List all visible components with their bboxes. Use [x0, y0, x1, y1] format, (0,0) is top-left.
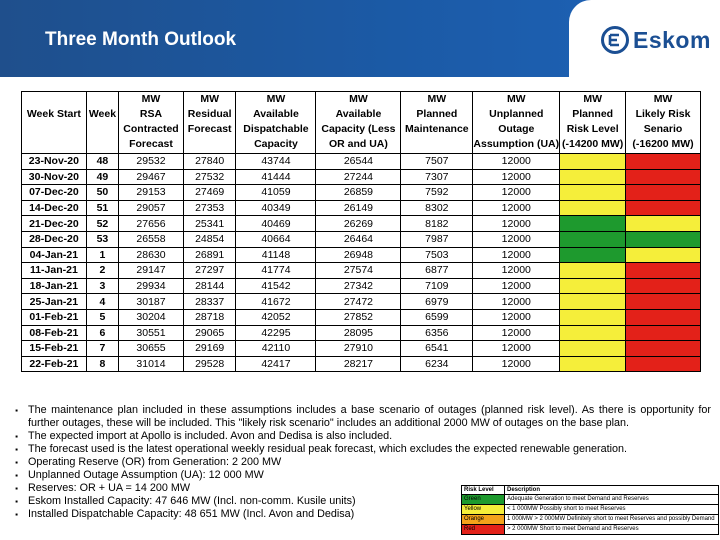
cell-unplanned: 12000	[473, 278, 560, 294]
cell-available-less: 27852	[316, 309, 401, 325]
cell-planned: 7592	[401, 185, 473, 201]
cell-residual: 27297	[183, 263, 236, 279]
cell-available-less: 27342	[316, 278, 401, 294]
column-unit: MW	[506, 93, 526, 105]
cell-planned-risk	[560, 356, 626, 372]
cell-dispatchable: 42110	[236, 341, 316, 357]
table-row	[22, 216, 701, 232]
legend-row	[462, 495, 719, 505]
cell-planned: 6599	[401, 309, 473, 325]
cell-planned: 6234	[401, 356, 473, 372]
column-unit: MW	[200, 93, 220, 105]
cell-residual: 25341	[183, 216, 236, 232]
cell-week: 6	[86, 325, 118, 341]
cell-unplanned: 12000	[473, 341, 560, 357]
cell-available-less: 26464	[316, 231, 401, 247]
cell-dispatchable: 42295	[236, 325, 316, 341]
column-label: Residual Forecast	[187, 108, 232, 135]
cell-likely-risk	[626, 185, 701, 201]
column-label: Unplanned Outage Assumption (UA)	[473, 108, 560, 150]
cell-week-start: 21-Dec-20	[22, 216, 87, 232]
legend-level: Orange	[462, 515, 505, 525]
note-text: The expected import at Apollo is included. Avon and Dedisa is also included.	[28, 430, 393, 442]
column-header	[119, 92, 184, 154]
note-text: Installed Dispatchable Capacity: 48 651 MW (Incl. Avon and Dedisa)	[28, 508, 355, 520]
cell-week-start: 28-Dec-20	[22, 231, 87, 247]
cell-likely-risk	[626, 309, 701, 325]
column-header	[22, 92, 87, 154]
column-unit: MW	[583, 93, 602, 105]
legend-header-level: Risk Level	[462, 486, 505, 495]
bullet-icon: ▪	[15, 471, 18, 480]
cell-rsa: 29934	[119, 278, 184, 294]
cell-unplanned: 12000	[473, 169, 560, 185]
note-item	[5, 443, 711, 456]
cell-unplanned: 12000	[473, 294, 560, 310]
table-body	[22, 154, 701, 372]
cell-rsa: 28630	[119, 247, 184, 263]
table-row	[22, 231, 701, 247]
column-label: Week Start	[26, 108, 81, 120]
legend-level: Yellow	[462, 505, 505, 515]
column-unit: MW	[141, 93, 161, 105]
risk-legend	[461, 485, 718, 535]
cell-residual: 29528	[183, 356, 236, 372]
cell-planned: 7987	[401, 231, 473, 247]
column-label: Week	[88, 108, 117, 120]
eskom-mark-icon	[601, 26, 629, 54]
cell-planned-risk	[560, 154, 626, 170]
cell-week-start: 14-Dec-20	[22, 200, 87, 216]
legend-description: 1 000MW > 2 000MW Definitely short to meet Reserves and possibly Demand	[505, 515, 719, 525]
legend-row	[462, 515, 719, 525]
cell-residual: 27840	[183, 154, 236, 170]
cell-week-start: 04-Jan-21	[22, 247, 87, 263]
cell-week: 8	[86, 356, 118, 372]
table-row	[22, 154, 701, 170]
cell-planned: 6541	[401, 341, 473, 357]
cell-unplanned: 12000	[473, 154, 560, 170]
cell-rsa: 30655	[119, 341, 184, 357]
cell-week-start: 23-Nov-20	[22, 154, 87, 170]
table-row	[22, 278, 701, 294]
legend-row	[462, 505, 719, 515]
cell-dispatchable: 40664	[236, 231, 316, 247]
bullet-icon: ▪	[15, 484, 18, 493]
cell-available-less: 26149	[316, 200, 401, 216]
column-header	[316, 92, 401, 154]
cell-planned: 6356	[401, 325, 473, 341]
cell-residual: 29065	[183, 325, 236, 341]
table-row	[22, 309, 701, 325]
logo-text: Eskom	[633, 27, 711, 53]
risk-legend-table	[461, 485, 719, 535]
cell-planned-risk	[560, 216, 626, 232]
cell-week: 5	[86, 309, 118, 325]
cell-available-less: 26544	[316, 154, 401, 170]
cell-unplanned: 12000	[473, 185, 560, 201]
note-text: Eskom Installed Capacity: 47 646 MW (Incl. non-comm. Kusile units)	[28, 495, 356, 507]
cell-week: 52	[86, 216, 118, 232]
cell-unplanned: 12000	[473, 356, 560, 372]
cell-week-start: 25-Jan-21	[22, 294, 87, 310]
column-header	[560, 92, 626, 154]
slide-title: Three Month Outlook	[45, 29, 237, 50]
legend-row	[462, 525, 719, 535]
cell-planned: 7307	[401, 169, 473, 185]
cell-unplanned: 12000	[473, 247, 560, 263]
cell-week: 3	[86, 278, 118, 294]
cell-rsa: 30204	[119, 309, 184, 325]
cell-available-less: 27910	[316, 341, 401, 357]
cell-unplanned: 12000	[473, 263, 560, 279]
bullet-icon: ▪	[15, 458, 18, 467]
legend-description: > 2 000MW Short to meet Demand and Reserves	[505, 525, 719, 535]
cell-week: 1	[86, 247, 118, 263]
cell-dispatchable: 40469	[236, 216, 316, 232]
cell-residual: 28337	[183, 294, 236, 310]
bullet-icon: ▪	[15, 432, 18, 441]
cell-dispatchable: 41444	[236, 169, 316, 185]
cell-rsa: 29057	[119, 200, 184, 216]
cell-rsa: 30187	[119, 294, 184, 310]
table-row	[22, 169, 701, 185]
cell-week-start: 08-Feb-21	[22, 325, 87, 341]
cell-dispatchable: 43744	[236, 154, 316, 170]
table-row	[22, 263, 701, 279]
cell-residual: 27469	[183, 185, 236, 201]
cell-planned-risk	[560, 200, 626, 216]
bullet-icon: ▪	[15, 497, 18, 506]
legend-description: < 1 000MW Possibly short to meet Reserves	[505, 505, 719, 515]
note-text: The forecast used is the latest operational weekly residual peak forecast, which excludes the expected renewable generation.	[28, 443, 627, 455]
cell-likely-risk	[626, 341, 701, 357]
cell-planned-risk	[560, 294, 626, 310]
cell-dispatchable: 40349	[236, 200, 316, 216]
cell-planned-risk	[560, 263, 626, 279]
legend-header-row	[462, 486, 719, 495]
cell-available-less: 28217	[316, 356, 401, 372]
cell-planned-risk	[560, 309, 626, 325]
table-row	[22, 294, 701, 310]
cell-available-less: 26948	[316, 247, 401, 263]
cell-dispatchable: 41059	[236, 185, 316, 201]
cell-planned-risk	[560, 247, 626, 263]
cell-residual: 27532	[183, 169, 236, 185]
legend-header-description: Description	[505, 486, 719, 495]
cell-week: 2	[86, 263, 118, 279]
cell-available-less: 28095	[316, 325, 401, 341]
cell-likely-risk	[626, 294, 701, 310]
cell-planned-risk	[560, 169, 626, 185]
cell-week: 50	[86, 185, 118, 201]
outlook-table-container	[21, 91, 701, 387]
slide-header	[0, 0, 720, 77]
legend-level: Red	[462, 525, 505, 535]
legend-level: Green	[462, 495, 505, 505]
bullet-icon: ▪	[15, 445, 18, 454]
cell-week: 48	[86, 154, 118, 170]
table-row	[22, 200, 701, 216]
cell-planned: 7109	[401, 278, 473, 294]
cell-week-start: 30-Nov-20	[22, 169, 87, 185]
cell-likely-risk	[626, 216, 701, 232]
cell-rsa: 29467	[119, 169, 184, 185]
cell-residual: 27353	[183, 200, 236, 216]
cell-unplanned: 12000	[473, 216, 560, 232]
cell-available-less: 27244	[316, 169, 401, 185]
column-unit: MW	[653, 93, 673, 105]
column-unit: MW	[427, 93, 447, 105]
outlook-table	[21, 91, 701, 372]
note-text: Operating Reserve (OR) from Generation: 2 200 MW	[28, 456, 282, 468]
bullet-icon: ▪	[15, 406, 18, 415]
cell-rsa: 27656	[119, 216, 184, 232]
cell-week: 51	[86, 200, 118, 216]
cell-rsa: 26558	[119, 231, 184, 247]
cell-dispatchable: 41542	[236, 278, 316, 294]
cell-week: 49	[86, 169, 118, 185]
note-text: Unplanned Outage Assumption (UA): 12 000 MW	[28, 469, 264, 481]
cell-planned: 6979	[401, 294, 473, 310]
cell-unplanned: 12000	[473, 200, 560, 216]
cell-planned-risk	[560, 341, 626, 357]
cell-likely-risk	[626, 263, 701, 279]
cell-residual: 28718	[183, 309, 236, 325]
column-label: Planned Maintenance	[405, 108, 469, 135]
cell-unplanned: 12000	[473, 231, 560, 247]
cell-planned: 7507	[401, 154, 473, 170]
cell-unplanned: 12000	[473, 309, 560, 325]
table-row	[22, 185, 701, 201]
cell-available-less: 26269	[316, 216, 401, 232]
column-header	[236, 92, 316, 154]
cell-likely-risk	[626, 200, 701, 216]
column-header	[86, 92, 118, 154]
cell-rsa: 29153	[119, 185, 184, 201]
cell-planned: 7503	[401, 247, 473, 263]
cell-week: 7	[86, 341, 118, 357]
cell-available-less: 26859	[316, 185, 401, 201]
legend-description: Adequate Generation to meet Demand and Reserves	[505, 495, 719, 505]
column-header	[473, 92, 560, 154]
cell-likely-risk	[626, 278, 701, 294]
cell-dispatchable: 41148	[236, 247, 316, 263]
cell-residual: 29169	[183, 341, 236, 357]
column-label: Likely Risk Senario (-16200 MW)	[632, 108, 694, 150]
cell-residual: 28144	[183, 278, 236, 294]
cell-rsa: 31014	[119, 356, 184, 372]
cell-planned-risk	[560, 231, 626, 247]
cell-planned: 6877	[401, 263, 473, 279]
cell-available-less: 27472	[316, 294, 401, 310]
table-row	[22, 325, 701, 341]
eskom-logo	[569, 0, 720, 77]
table-row	[22, 341, 701, 357]
cell-rsa: 29532	[119, 154, 184, 170]
column-label: Planned Risk Level (-14200 MW)	[562, 108, 624, 150]
cell-dispatchable: 41672	[236, 294, 316, 310]
cell-planned-risk	[560, 278, 626, 294]
cell-planned-risk	[560, 185, 626, 201]
column-header	[183, 92, 236, 154]
note-item	[5, 430, 711, 443]
note-item	[5, 456, 711, 469]
cell-week: 53	[86, 231, 118, 247]
cell-week-start: 01-Feb-21	[22, 309, 87, 325]
cell-likely-risk	[626, 356, 701, 372]
bullet-icon: ▪	[15, 510, 18, 519]
cell-likely-risk	[626, 154, 701, 170]
column-unit: MW	[349, 93, 368, 105]
cell-week-start: 11-Jan-21	[22, 263, 87, 279]
note-text: Reserves: OR + UA = 14 200 MW	[28, 482, 191, 494]
table-row	[22, 247, 701, 263]
cell-planned: 8302	[401, 200, 473, 216]
note-item	[5, 469, 711, 482]
column-label: RSA Contracted Forecast	[123, 108, 179, 150]
column-header	[401, 92, 473, 154]
note-text: The maintenance plan included in these assumptions includes a base scenario of outages (planned risk level). As there is opportunity for further outages, these will be included. This "likely risk scenario" includes an additional 2000 MW of outages on the base plan.	[28, 404, 711, 429]
column-label: Available Capacity (Less OR and UA)	[321, 108, 396, 150]
note-item	[5, 404, 711, 430]
column-unit: MW	[266, 93, 286, 105]
cell-week: 4	[86, 294, 118, 310]
cell-week-start: 22-Feb-21	[22, 356, 87, 372]
cell-dispatchable: 42417	[236, 356, 316, 372]
cell-likely-risk	[626, 325, 701, 341]
table-row	[22, 356, 701, 372]
cell-likely-risk	[626, 231, 701, 247]
cell-week-start: 15-Feb-21	[22, 341, 87, 357]
cell-week-start: 18-Jan-21	[22, 278, 87, 294]
header-row	[22, 92, 701, 154]
column-label: Available Dispatchable Capacity	[243, 108, 309, 150]
cell-residual: 26891	[183, 247, 236, 263]
column-header	[626, 92, 701, 154]
cell-rsa: 30551	[119, 325, 184, 341]
cell-likely-risk	[626, 169, 701, 185]
cell-likely-risk	[626, 247, 701, 263]
cell-rsa: 29147	[119, 263, 184, 279]
cell-residual: 24854	[183, 231, 236, 247]
cell-planned: 8182	[401, 216, 473, 232]
cell-week-start: 07-Dec-20	[22, 185, 87, 201]
cell-dispatchable: 42052	[236, 309, 316, 325]
cell-available-less: 27574	[316, 263, 401, 279]
cell-planned-risk	[560, 325, 626, 341]
cell-dispatchable: 41774	[236, 263, 316, 279]
cell-unplanned: 12000	[473, 325, 560, 341]
